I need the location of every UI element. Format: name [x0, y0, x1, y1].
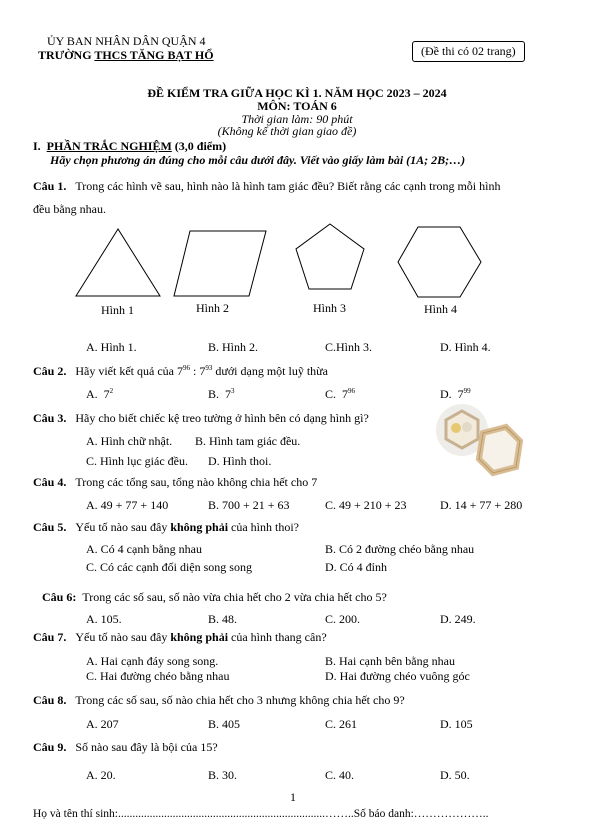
q2-option-b-base: 7	[225, 387, 232, 401]
q9-option-d: D. 50.	[440, 768, 470, 782]
q2-option-d	[440, 387, 471, 402]
student-info-line: Họ và tên thí sinh:........................................................................……..Số báo danh:………………..	[33, 808, 489, 820]
q2-option-b-letter: B.	[208, 387, 220, 401]
q1-text: Trong các hình vẽ sau, hình nào là hình tam giác đều? Biết rằng các cạnh trong mỗi hình	[75, 179, 501, 193]
q6-label: Câu 6:	[42, 590, 77, 604]
q7-text-before: Yếu tố nào sau đây	[75, 630, 171, 644]
figure-label-1: Hình 1	[101, 303, 134, 317]
q4-text: Trong các tổng sau, tổng nào không chia hết cho 7	[75, 475, 318, 489]
q7-option-b: B. Hai cạnh bên bằng nhau	[325, 654, 455, 668]
q4-option-a: A. 49 + 77 + 140	[86, 498, 169, 512]
q5-option-b: B. Có 2 đường chéo bằng nhau	[325, 542, 475, 556]
q2-text-after: dưới dạng một luỹ thừa	[212, 364, 328, 378]
section-title: PHẦN TRẮC NGHIỆM	[46, 139, 172, 153]
q2-base-1: 7	[176, 364, 183, 378]
q3-option-b: B. Hình tam giác đều.	[195, 434, 301, 448]
figure-label-4: Hình 4	[424, 302, 457, 316]
exam-subject: MÔN: TOÁN 6	[257, 99, 337, 113]
school-name-underlined: THCS TĂNG BẠT HỔ	[94, 48, 214, 62]
q3-text: Hãy cho biết chiếc kệ treo tường ở hình bên có dạng hình gì?	[75, 411, 369, 425]
figure-label-3: Hình 3	[313, 301, 346, 315]
small-hexagon-shelf	[446, 411, 478, 448]
q7-option-c: C. Hai đường chéo bằng nhau	[86, 669, 230, 683]
hexagon-shape	[398, 227, 481, 297]
q3-option-a: A. Hình chữ nhật.	[86, 434, 173, 448]
wall-shelf-image	[436, 403, 536, 478]
q5-option-d: D. Có 4 đỉnh	[325, 560, 388, 574]
q8-text: Trong các số sau, số nào chia hết cho 3 nhưng không chia hết cho 9?	[75, 693, 405, 707]
q2-line	[33, 364, 328, 379]
q7-option-d: D. Hai đường chéo vuông góc	[325, 669, 470, 683]
q9-text: Số nào sau đây là bội của 15?	[75, 740, 218, 754]
q1-line2: đều bằng nhau.	[33, 202, 106, 216]
q2-option-a	[86, 387, 113, 402]
q3-option-c: C. Hình lục giác đều.	[86, 454, 188, 468]
q8-option-b: B. 405	[208, 717, 241, 731]
section-number: I.	[33, 139, 41, 153]
q5-option-c: C. Có các cạnh đối diện song song	[86, 560, 252, 574]
q2-option-a-letter: A.	[86, 387, 98, 401]
committee-name: ỦY BAN NHÂN DÂN QUẬN 4	[47, 34, 206, 48]
q9-line	[33, 740, 218, 755]
q2-option-d-exp: 99	[463, 387, 471, 395]
q1-option-d: D. Hình 4.	[440, 340, 491, 354]
q1-option-b: B. Hình 2.	[208, 340, 259, 354]
exam-time-note: (Không kể thời gian giao đề)	[217, 124, 357, 138]
school-prefix: TRƯỜNG	[38, 48, 95, 62]
q6-option-b: B. 48.	[208, 612, 238, 626]
q2-separator: :	[189, 364, 200, 378]
q4-option-c: C. 49 + 210 + 23	[325, 498, 407, 512]
shelf-toy-left	[451, 423, 461, 433]
q2-option-c-base: 7	[342, 387, 349, 401]
q8-line	[33, 693, 405, 708]
large-hexagon-shelf	[479, 427, 520, 473]
q7-label: Câu 7.	[33, 630, 67, 644]
q3-label: Câu 3.	[33, 411, 67, 425]
rhombus-shape	[174, 231, 266, 296]
q2-option-c-letter: C.	[325, 387, 337, 401]
q3-option-d: D. Hình thoi.	[208, 454, 272, 468]
q9-option-b: B. 30.	[208, 768, 238, 782]
q2-option-d-base: 7	[457, 387, 464, 401]
exam-title: ĐỀ KIỂM TRA GIỮA HỌC KÌ 1. NĂM HỌC 2023 – 2024	[147, 86, 447, 100]
q4-option-d: D. 14 + 77 + 280	[440, 498, 523, 512]
q1-option-a: A. Hình 1.	[86, 340, 137, 354]
q6-line	[42, 590, 387, 605]
q2-option-b-exp: 3	[231, 387, 235, 395]
figure-label-2: Hình 2	[196, 301, 229, 315]
q1-figures	[0, 0, 594, 300]
q6-text: Trong các số sau, số nào vừa chia hết cho 2 vừa chia hết cho 5?	[82, 590, 387, 604]
q9-label: Câu 9.	[33, 740, 67, 754]
q2-option-a-exp: 2	[109, 387, 114, 395]
q2-option-c-exp: 96	[348, 387, 356, 395]
q2-label: Câu 2.	[33, 364, 67, 378]
q5-text-after: của hình thoi?	[228, 520, 300, 534]
q7-option-a: A. Hai cạnh đáy song song.	[86, 654, 219, 668]
q3-line	[33, 411, 369, 426]
q1-label: Câu 1.	[33, 179, 67, 193]
q5-label: Câu 5.	[33, 520, 67, 534]
exam-time: Thời gian làm: 90 phút	[241, 112, 353, 126]
q2-exp-1: 96	[182, 364, 190, 372]
q2-base-2: 7	[199, 364, 206, 378]
q5-line	[33, 520, 299, 535]
pages-note-box: (Đề thi có 02 trang)	[412, 41, 525, 62]
q8-label: Câu 8.	[33, 693, 67, 707]
q5-text-before: Yếu tố nào sau đây	[75, 520, 171, 534]
q7-text-bold: không phải	[170, 630, 229, 644]
q2-exp-2: 93	[205, 364, 213, 372]
q5-text-bold: không phải	[170, 520, 229, 534]
q6-option-a: A. 105.	[86, 612, 122, 626]
q7-text-after: của hình thang cân?	[228, 630, 327, 644]
shelf-toy-right	[462, 422, 472, 432]
q9-option-c: C. 40.	[325, 768, 355, 782]
q2-option-b	[208, 387, 235, 402]
section-instruction: Hãy chọn phương án đúng cho mỗi câu dưới đây. Viết vào giấy làm bài (1A; 2B;…)	[50, 153, 466, 167]
q6-option-d: D. 249.	[440, 612, 476, 626]
q2-option-d-letter: D.	[440, 387, 452, 401]
q2-option-c	[325, 387, 355, 402]
q9-option-a: A. 20.	[86, 768, 116, 782]
q4-option-b: B. 700 + 21 + 63	[208, 498, 290, 512]
q2-text-before: Hãy viết kết quả của	[75, 364, 177, 378]
q5-option-a: A. Có 4 cạnh bằng nhau	[86, 542, 202, 556]
q8-option-c: C. 261	[325, 717, 358, 731]
q8-option-a: A. 207	[86, 717, 119, 731]
q2-option-a-base: 7	[103, 387, 110, 401]
triangle-shape	[76, 229, 160, 296]
q6-option-c: C. 200.	[325, 612, 361, 626]
q8-option-d: D. 105	[440, 717, 473, 731]
pentagon-shape	[296, 224, 364, 289]
q4-line	[33, 475, 317, 490]
q1-option-c: C.Hình 3.	[325, 340, 373, 354]
q7-line	[33, 630, 327, 645]
q4-label: Câu 4.	[33, 475, 67, 489]
section-points: (3,0 điểm)	[171, 139, 227, 153]
page-number: 1	[290, 790, 296, 804]
